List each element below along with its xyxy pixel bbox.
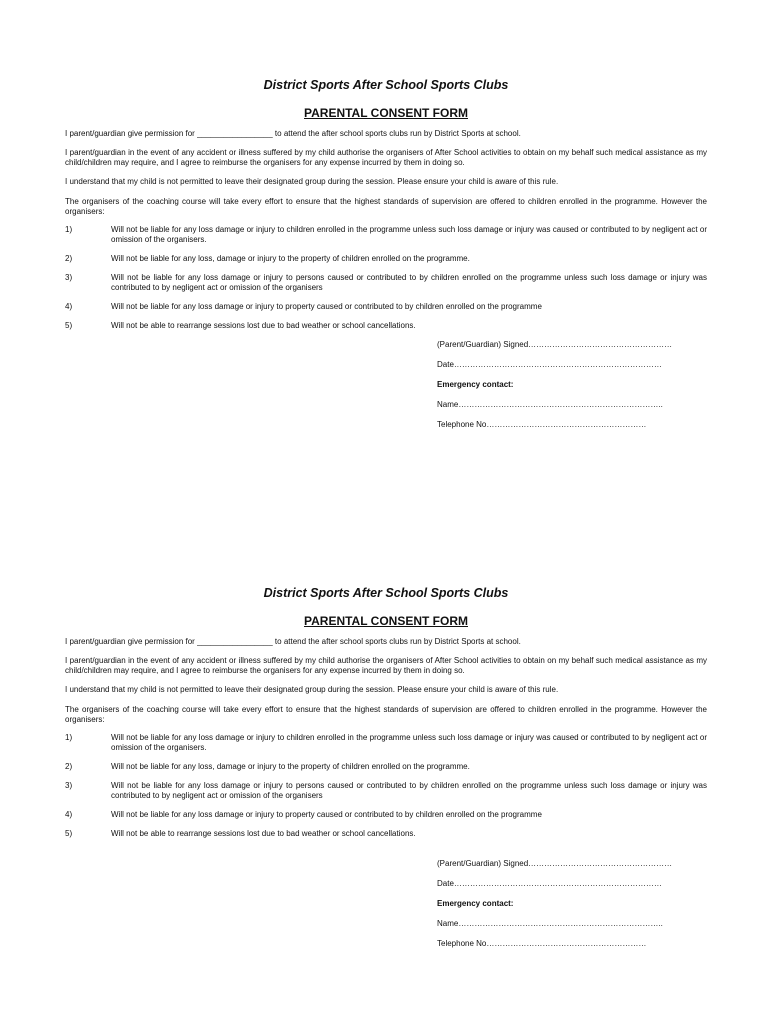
list-item (65, 273, 707, 293)
list-item-number: 4) (65, 302, 73, 311)
emergency-contact-label: Emergency contact: (437, 380, 514, 389)
liability-list (65, 733, 707, 839)
organisers-statement: The organisers of the coaching course will take every effort to ensure that the highest standards of supervision are offered to children enrolled in the programme. However the organisers: (65, 197, 707, 216)
form-title: District Sports After School Sports Clubs (263, 78, 509, 92)
group-rule-statement: I understand that my child is not permitted to leave their designated group during the session. Please ensure your child is aware of this rule. (65, 685, 559, 694)
form-title: District Sports After School Sports Clubs (263, 586, 509, 600)
list-item-number: 5) (65, 321, 73, 330)
list-item-text: Will not be able to rearrange sessions lost due to bad weather or school cancellations. (111, 829, 416, 838)
name-field[interactable]: Name………………………………………………………………….. (437, 400, 663, 409)
list-item (65, 810, 707, 820)
consent-form-top (65, 77, 707, 440)
telephone-field[interactable]: Telephone No…………………………………………………… (437, 939, 647, 948)
signed-field[interactable]: (Parent/Guardian) Signed……………………………………………… (437, 340, 673, 349)
medical-authorisation: I parent/guardian in the event of any accident or illness suffered by my child authorise the organisers of After School activities to obtain on my behalf such medical assistance as my child/children may require, and I agree to reimburse the organisers for any expense incurred by them in doing so. (65, 148, 707, 167)
permission-statement: I parent/guardian give permission for _________________ to attend the after school sports clubs run by District Sports at school. (65, 129, 521, 138)
emergency-contact-label: Emergency contact: (437, 899, 514, 908)
list-item-number: 2) (65, 762, 73, 771)
list-item (65, 225, 707, 245)
list-item-text: Will not be liable for any loss damage or injury to children enrolled in the programme unless such loss damage or injury was caused or contributed to by negligent act or omission of the organisers. (111, 733, 707, 752)
list-item-text: Will not be liable for any loss, damage or injury to the property of children enrolled on the programme. (111, 762, 470, 771)
list-item (65, 762, 707, 772)
list-item (65, 781, 707, 801)
list-item-text: Will not be liable for any loss, damage or injury to the property of children enrolled on the programme. (111, 254, 470, 263)
signed-field[interactable]: (Parent/Guardian) Signed……………………………………………… (437, 859, 673, 868)
list-item-number: 4) (65, 810, 73, 819)
list-item-number: 3) (65, 781, 73, 790)
date-field[interactable]: Date…………………………………………………………………… (437, 879, 662, 888)
list-item-number: 1) (65, 733, 73, 742)
list-item (65, 302, 707, 312)
organisers-statement: The organisers of the coaching course will take every effort to ensure that the highest standards of supervision are offered to children enrolled in the programme. However the organisers: (65, 705, 707, 724)
signature-block (437, 340, 707, 430)
signature-block (437, 859, 707, 949)
date-field[interactable]: Date…………………………………………………………………… (437, 360, 662, 369)
list-item-text: Will not be liable for any loss damage or injury to property caused or contributed to by children enrolled on the programme (111, 302, 542, 311)
liability-list (65, 225, 707, 331)
group-rule-statement: I understand that my child is not permitted to leave their designated group during the session. Please ensure your child is aware of this rule. (65, 177, 559, 186)
consent-form-bottom (65, 585, 707, 959)
list-item-text: Will not be able to rearrange sessions lost due to bad weather or school cancellations. (111, 321, 416, 330)
list-item (65, 829, 707, 839)
list-item-text: Will not be liable for any loss damage or injury to persons caused or contributed to by children enrolled on the programme unless such loss damage or injury was contributed to by negligent act or omission of the organisers (111, 781, 707, 800)
list-item-number: 1) (65, 225, 73, 234)
form-subtitle: PARENTAL CONSENT FORM (304, 614, 468, 628)
list-item-number: 3) (65, 273, 73, 282)
list-item (65, 254, 707, 264)
list-item (65, 733, 707, 753)
list-item (65, 321, 707, 331)
form-subtitle: PARENTAL CONSENT FORM (304, 106, 468, 120)
permission-statement: I parent/guardian give permission for _________________ to attend the after school sports clubs run by District Sports at school. (65, 637, 521, 646)
list-item-number: 5) (65, 829, 73, 838)
list-item-number: 2) (65, 254, 73, 263)
list-item-text: Will not be liable for any loss damage or injury to property caused or contributed to by children enrolled on the programme (111, 810, 542, 819)
medical-authorisation: I parent/guardian in the event of any accident or illness suffered by my child authorise the organisers of After School activities to obtain on my behalf such medical assistance as my child/children may require, and I agree to reimburse the organisers for any expense incurred by them in doing so. (65, 656, 707, 675)
telephone-field[interactable]: Telephone No…………………………………………………… (437, 420, 647, 429)
list-item-text: Will not be liable for any loss damage or injury to persons caused or contributed to by children enrolled on the programme unless such loss damage or injury was contributed to by negligent act or omission of the organisers (111, 273, 707, 292)
list-item-text: Will not be liable for any loss damage or injury to children enrolled in the programme unless such loss damage or injury was caused or contributed to by negligent act or omission of the organisers. (111, 225, 707, 244)
name-field[interactable]: Name………………………………………………………………….. (437, 919, 663, 928)
